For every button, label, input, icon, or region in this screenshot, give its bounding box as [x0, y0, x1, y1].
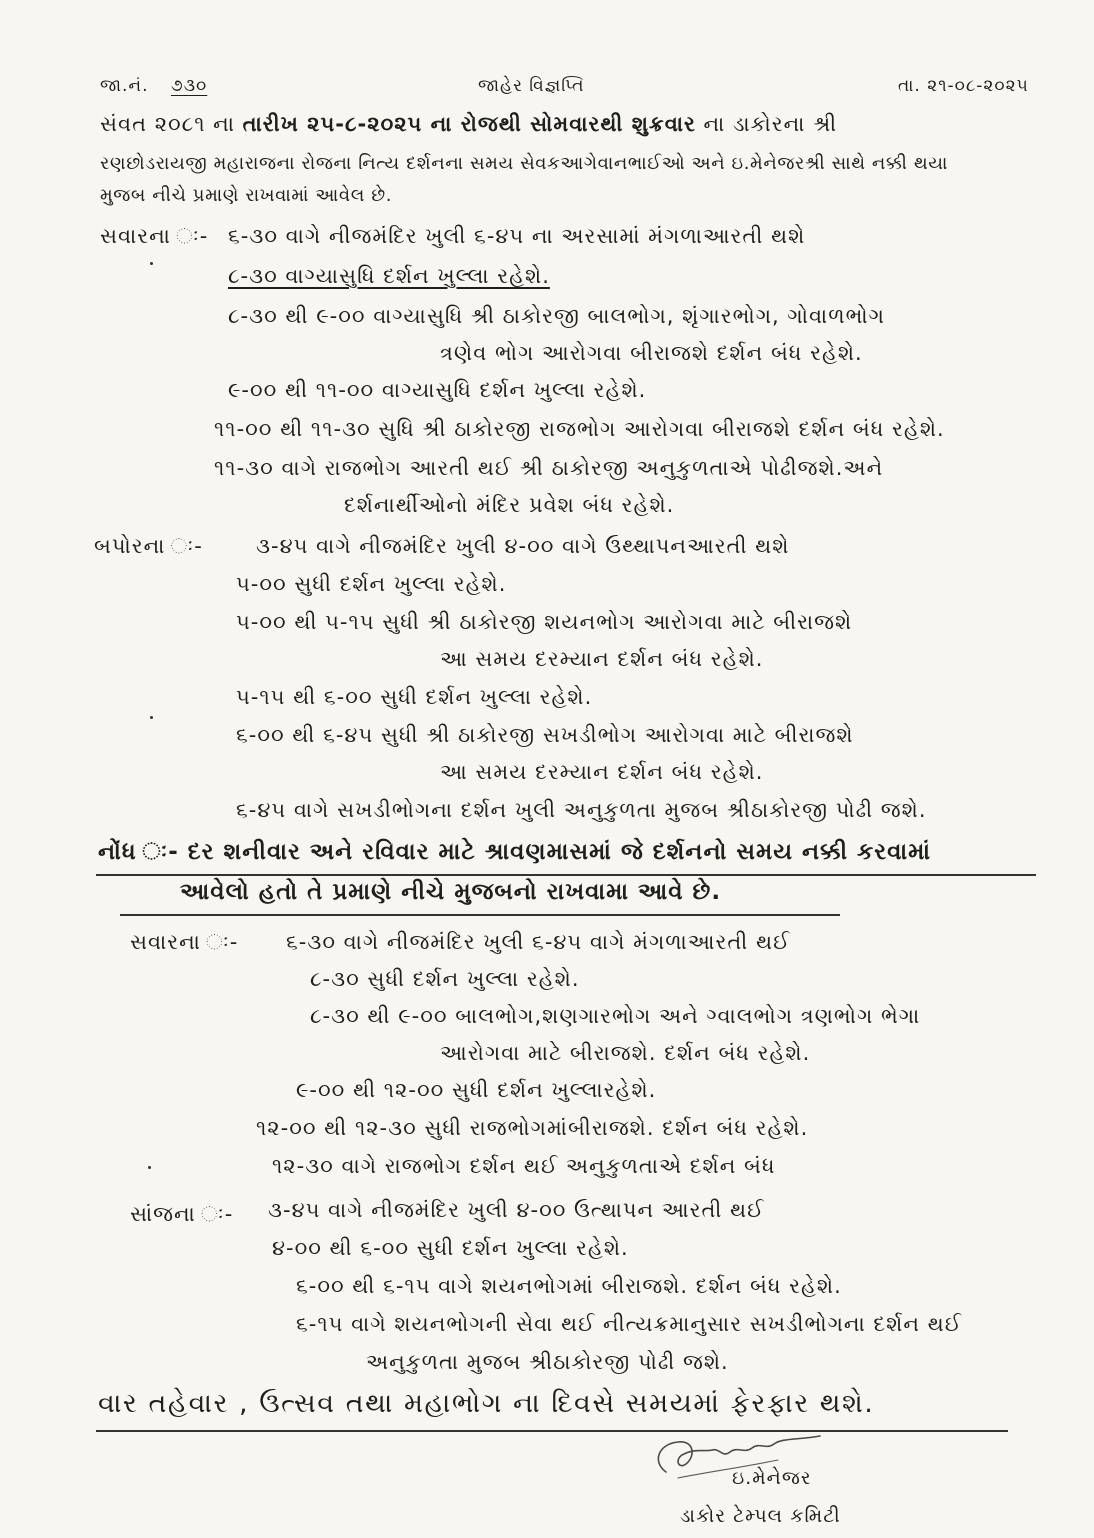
schedule-line: દર્શનાર્થીઓનો મંદિર પ્રવેશ બંધ રહેશે. — [344, 493, 675, 517]
note-line-2: આવેલો હતો તે પ્રમાણે નીચે મુજબનો રાખવામા આવે છે. — [180, 879, 722, 905]
schedule-line: ૫-૦૦ થી ૫-૧૫ સુધી શ્રી ઠાકોરજી શયનભોગ આરોગવા માટે બીરાજશે — [236, 610, 853, 634]
notice-date: તા. ૨૧-૦૮-૨૦૨૫ — [898, 76, 1029, 96]
notice-title: જાહેર વિજ્ઞપ્તિ — [478, 76, 585, 96]
stray-mark — [148, 1166, 151, 1169]
schedule-line: ૯-૦૦ થી ૧૨-૦૦ સુધી દર્શન ખુલ્લારહેશે. — [296, 1078, 657, 1102]
schedule-line: ૩-૪૫ વાગે નીજમંદિર ખુલી ૪-૦૦ વાગે ઉથ્થાપનઆરતી થશે — [256, 534, 790, 558]
ref-label: જા.નં. — [100, 76, 149, 96]
schedule-line: ૧૧-૩૦ વાગે રાજભોગ આરતી થઈ શ્રી ઠાકોરજી અનુકુળતાએ પોઢીજશે.અને — [214, 456, 884, 480]
note-underline-1 — [96, 874, 1036, 876]
date-range-text: તારીખ ૨૫-૮-૨૦૨૫ ના રોજથી સોમવારથી શુક્રવાર — [242, 112, 696, 136]
stray-mark — [150, 716, 153, 719]
schedule-line: આરોગવા માટે બીરાજશે. દર્શન બંધ રહેશે. — [440, 1041, 811, 1065]
schedule-line: ૮-૩૦ થી ૯-૦૦ બાલભોગ,શણગારભોગ અને ગ્વાલભોગ ત્રણભોગ ભેગા — [310, 1004, 921, 1028]
schedule-line: ૮-૩૦ વાગ્યાસુધિ દર્શન ખુલ્લા રહેશે. — [228, 264, 550, 288]
schedule-line: ૧૨-૩૦ વાગે રાજભોગ દર્શન થઈ અનુકુળતાએ દર્શન બંધ — [272, 1154, 776, 1178]
note-underline-2 — [120, 914, 840, 916]
section-label-weekend-morning: સવારના ઃ- — [130, 930, 239, 954]
schedule-line: ૯-૦૦ થી ૧૧-૦૦ વાગ્યાસુધિ દર્શન ખુલ્લા રહેશે. — [228, 378, 647, 402]
intro-line-1: સંવત ૨૦૮૧ ના તારીખ ૨૫-૮-૨૦૨૫ ના રોજથી સોમવારથી શુક્રવાર ના ડાકોરના શ્રી — [100, 112, 838, 136]
schedule-line: ૬-૧૫ વાગે શયનભોગની સેવા થઈ નીત્યક્રમાનુસાર સખડીભોગના દર્શન થઈ — [296, 1312, 962, 1336]
schedule-line: ૧૧-૦૦ થી ૧૧-૩૦ સુધિ શ્રી ઠાકોરજી રાજભોગ આરોગવા બીરાજશે દર્શન બંધ રહેશે. — [214, 417, 945, 441]
schedule-line: ૬-૦૦ થી ૬-૪૫ સુધી શ્રી ઠાકોરજી સખડીભોગ આરોગવા માટે બીરાજશે — [236, 723, 854, 747]
section-label-weekday-morning: સવારના ઃ- — [100, 224, 209, 248]
stray-mark — [150, 262, 153, 265]
schedule-line: ૬-૪૫ વાગે સખડીભોગના દર્શન ખુલી અનુકુળતા મુજબ શ્રીઠાકોરજી પોઢી જશે. — [236, 798, 927, 822]
schedule-line: ૧૨-૦૦ થી ૧૨-૩૦ સુધી રાજભોગમાંબીરાજશે. દર્શન બંધ રહેશે. — [256, 1116, 809, 1140]
ref-number: ૭૩૦ — [170, 76, 208, 96]
schedule-line: અનુકુળતા મુજબ શ્રીઠાકોરજી પોઢી જશે. — [366, 1350, 729, 1374]
note-line-1: નોંધ ઃ- દર શનીવાર અને રવિવાર માટે શ્રાવણમાસમાં જે દર્શનનો સમય નક્કી કરવામાં — [98, 839, 931, 865]
schedule-line: ૮-૩૦ સુધી દર્શન ખુલ્લા રહેશે. — [310, 967, 580, 991]
schedule-line: ૮-૩૦ થી ૯-૦૦ વાગ્યાસુધિ શ્રી ઠાકોરજી બાલભોગ, શૃંગારભોગ, ગોવાળભોગ — [228, 304, 885, 328]
footer-notice: વાર તહેવાર , ઉત્સવ તથા મહાભોગ ના દિવસે સમયમાં ફેરફાર થશે. — [98, 1388, 875, 1419]
schedule-line: ત્રણેવ ભોગ આરોગવા બીરાજશે દર્શન બંધ રહેશે. — [440, 341, 863, 365]
schedule-line: ૬-૩૦ વાગે નીજમંદિર ખુલી ૬-૪૫ ના અરસામાં મંગળાઆરતી થશે — [228, 224, 806, 248]
signatory-title: ઇ.મેનેજર — [732, 1467, 812, 1489]
ref-line — [100, 72, 233, 100]
intro-line-2: રણછોડરાયજી મહારાજના રોજના નિત્ય દર્શનના સમય સેવકઆગેવાનભાઈઓ અને ઇ.મેનેજરશ્રી સાથે નક્કી થયા — [100, 153, 949, 174]
schedule-line: આ સમય દરમ્યાન દર્શન બંધ રહેશે. — [440, 647, 764, 671]
schedule-line: ૫-૧૫ થી ૬-૦૦ સુધી દર્શન ખુલ્લા રહેશે. — [236, 685, 593, 709]
section-label-weekend-evening: સાંજના ઃ- — [130, 1202, 234, 1226]
schedule-line: ૪-૦૦ થી ૬-૦૦ સુધી દર્શન ખુલ્લા રહેશે. — [272, 1236, 629, 1260]
schedule-line: ૩-૪૫ વાગે નીજમંદિર ખુલી ૪-૦૦ ઉત્થાપન આરતી થઈ — [268, 1198, 765, 1222]
schedule-line: ૫-૦૦ સુધી દર્શન ખુલ્લા રહેશે. — [236, 572, 507, 596]
section-label-weekday-afternoon: બપોરના ઃ- — [94, 534, 203, 558]
schedule-line: ૬-૦૦ થી ૬-૧૫ વાગે શયનભોગમાં બીરાજશે. દર્શન બંધ રહેશે. — [296, 1274, 842, 1298]
footer-underline — [96, 1430, 1008, 1432]
schedule-line: ૬-૩૦ વાગે નીજમંદિર ખુલી ૬-૪૫ વાગે મંગળાઆરતી થઈ — [286, 930, 791, 954]
intro-line-3: મુજબ નીચે પ્રમાણે રાખવામાં આવેલ છે. — [100, 185, 393, 206]
signatory-organization: ડાકોર ટેમ્પલ કમિટી — [680, 1505, 841, 1527]
schedule-line: આ સમય દરમ્યાન દર્શન બંધ રહેશે. — [440, 760, 764, 784]
